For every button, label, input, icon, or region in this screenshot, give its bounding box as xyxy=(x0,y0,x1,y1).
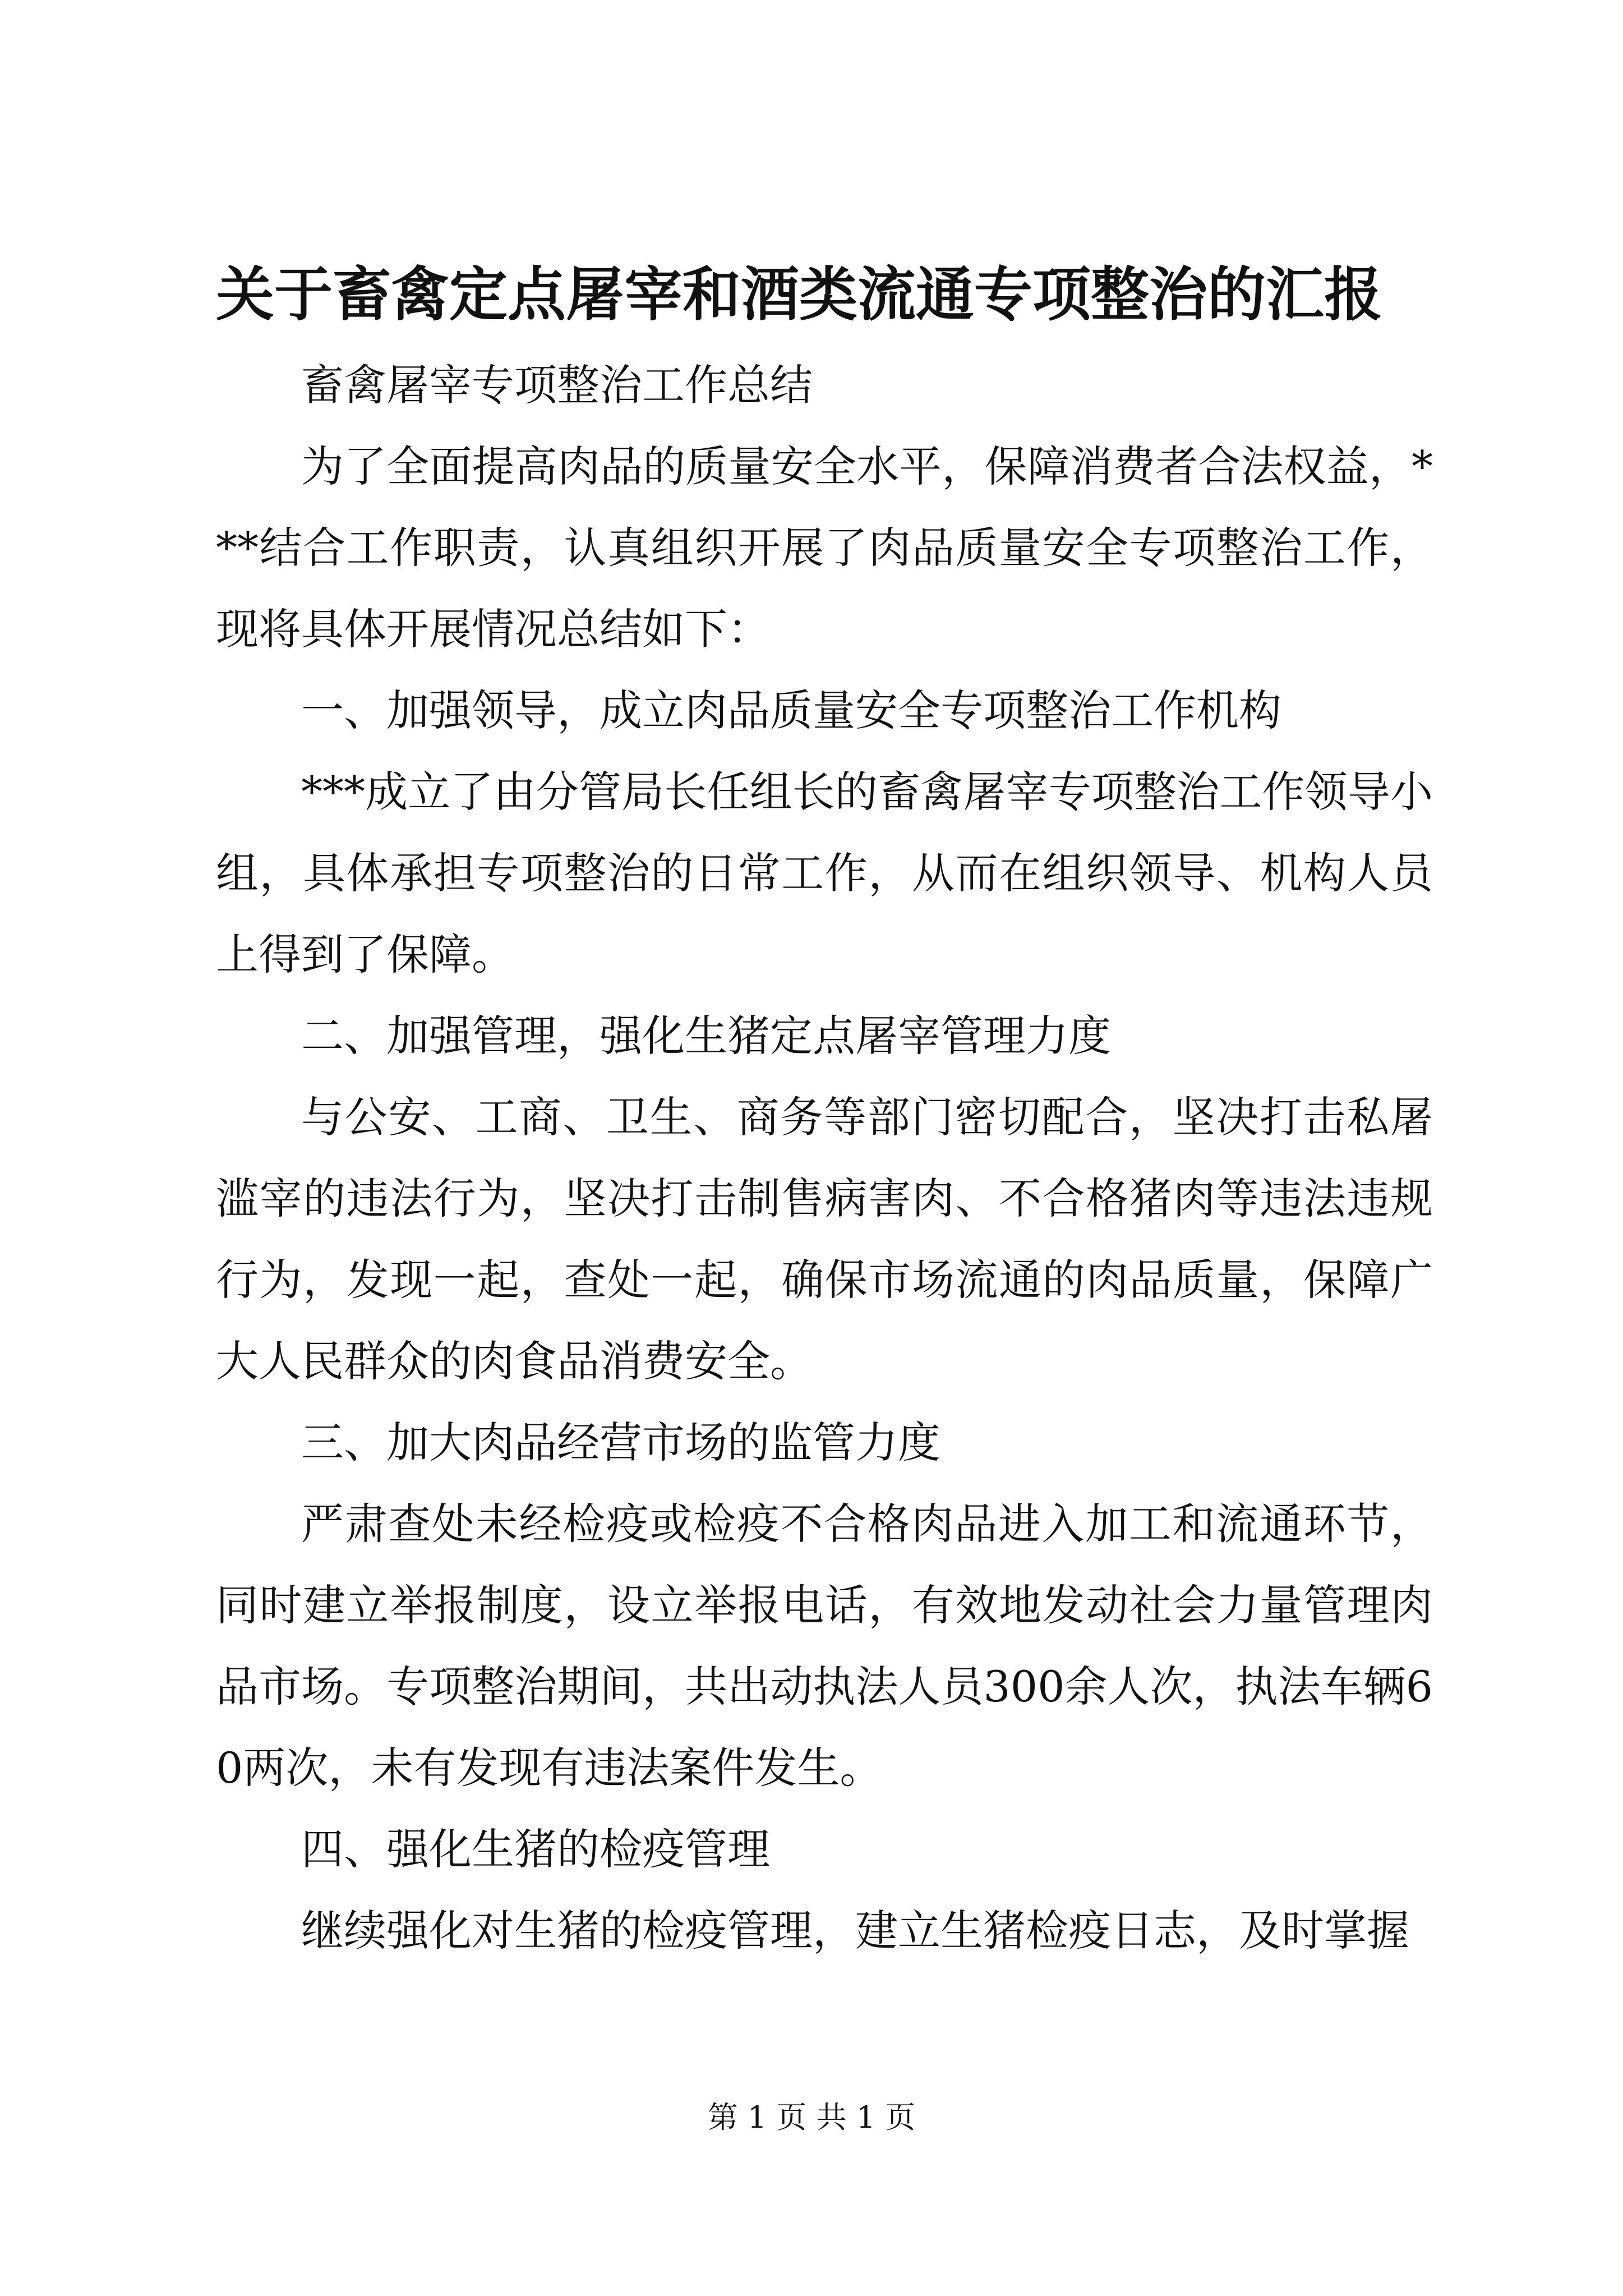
section-heading-4: 四、强化生猪的检疫管理 xyxy=(301,1824,770,1874)
section-heading-3: 三、加大肉品经营市场的监管力度 xyxy=(301,1418,940,1467)
document-body xyxy=(216,247,1433,1971)
paragraph-1: ***成立了由分管局长任组长的畜禽屠宰专项整治工作领导小组，具体承担专项整治的日常工作，从而在组织领导、机构人员上得到了保障。 xyxy=(216,767,1433,979)
section-heading-2: 二、加强管理，强化生猪定点屠宰管理力度 xyxy=(301,1011,1111,1061)
page-number-footer: 第 1 页 共 1 页 xyxy=(707,2100,916,2135)
paragraph-2: 与公安、工商、卫生、商务等部门密切配合，坚决打击私屠滥宰的违法行为，坚决打击制售病害肉、不合格猪肉等违法违规行为，发现一起，查处一起，确保市场流通的肉品质量，保障广大人民群众的肉食品消费安全。 xyxy=(216,1092,1433,1386)
paragraph-intro: 为了全面提高肉品的质量安全水平，保障消费者合法权益，***结合工作职责，认真组织开展了肉品质量安全专项整治工作，现将具体开展情况总结如下： xyxy=(216,441,1433,654)
paragraph-3: 严肃查处未经检疫或检疫不合格肉品进入加工和流通环节，同时建立举报制度，设立举报电话，有效地发动社会力量管理肉品市场。专项整治期间，共出动执法人员300余人次，执法车辆60两次，未有发现有违法案件发生。 xyxy=(216,1499,1433,1793)
document-subtitle: 畜禽屠宰专项整治工作总结 xyxy=(301,360,813,410)
paragraph-4: 继续强化对生猪的检疫管理，建立生猪检疫日志，及时掌握 xyxy=(301,1906,1409,1955)
document-title: 关于畜禽定点屠宰和酒类流通专项整治的汇报 xyxy=(216,260,1383,329)
section-heading-1: 一、加强领导，成立肉品质量安全专项整治工作机构 xyxy=(301,685,1281,735)
